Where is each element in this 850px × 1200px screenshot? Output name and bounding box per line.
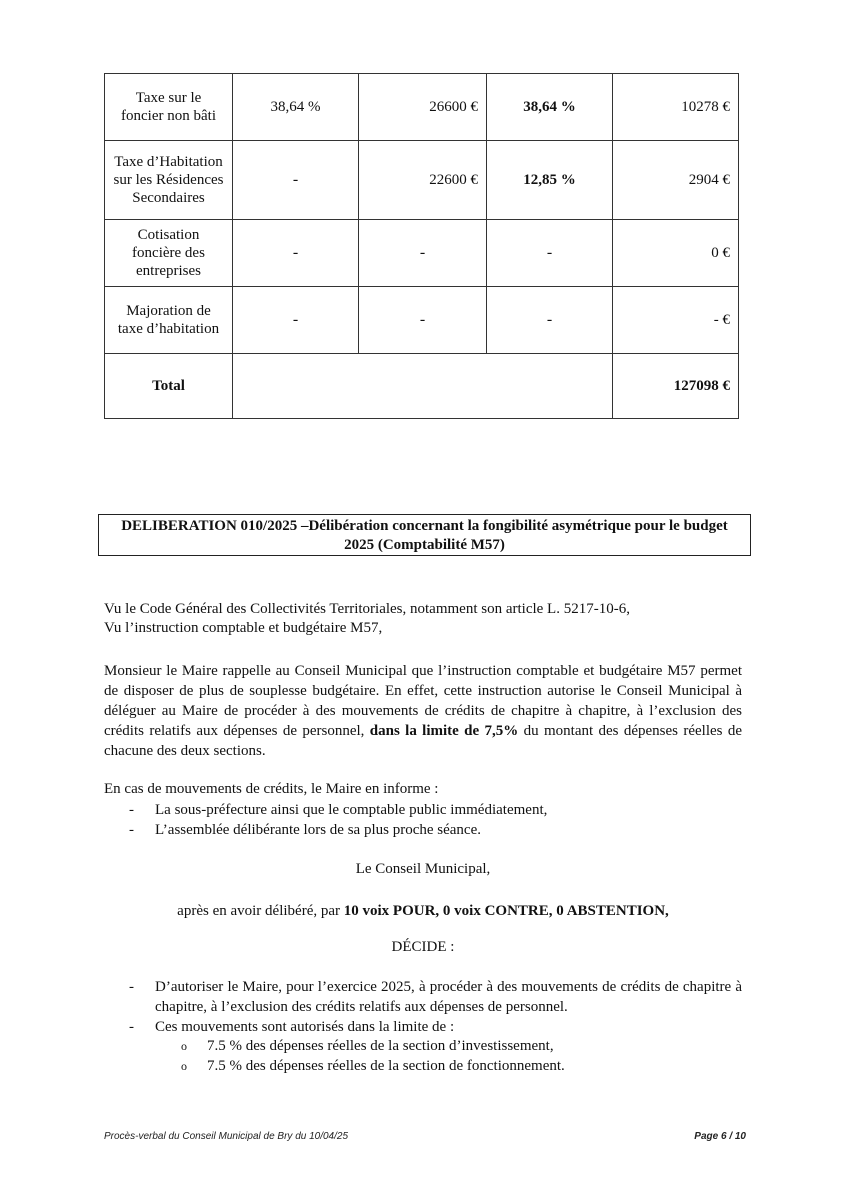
table-cell: - — [487, 287, 613, 354]
row-label: Taxe sur le foncier non bâti — [105, 74, 233, 141]
list-item — [129, 800, 548, 820]
table-cell: 26600 € — [359, 74, 487, 141]
circle-bullet: o — [181, 1059, 187, 1073]
main-paragraph — [104, 661, 742, 761]
decision-text: Ces mouvements sont autorisés dans la limite de : — [155, 1019, 455, 1035]
vote-line — [104, 901, 742, 921]
table-cell: 12,85 % — [487, 141, 613, 220]
vu-line-2: Vu l’instruction comptable et budgétaire M57, — [104, 620, 383, 636]
main-paragraph-bold: dans la limite de 7,5% — [369, 723, 519, 739]
decide-heading: DÉCIDE : — [391, 939, 455, 955]
page-number: Page 6 / 10 — [694, 1131, 746, 1142]
tax-table — [104, 73, 739, 419]
table-row — [105, 74, 739, 141]
table-total-row — [105, 354, 739, 419]
row-label: Taxe d’Habitation sur les Résidences Secondaires — [105, 141, 233, 220]
total-value: 127098 € — [613, 354, 739, 419]
council-line: Le Conseil Municipal, — [355, 861, 491, 877]
main-paragraph-end: du montant des dépenses réelles de chacune des deux sections. — [104, 723, 742, 759]
circle-bullet: o — [181, 1039, 187, 1053]
table-row — [105, 287, 739, 354]
table-cell: - — [233, 220, 359, 287]
table-cell: - — [487, 220, 613, 287]
inform-intro: En cas de mouvements de crédits, le Maire en informe : — [104, 781, 439, 797]
table-cell: - — [359, 220, 487, 287]
dash-bullet: - — [129, 822, 134, 838]
list-item-text: La sous-préfecture ainsi que le comptable public immédiatement, — [155, 802, 548, 818]
footer-title: Procès-verbal du Conseil Municipal de Bry du 10/04/25 — [104, 1131, 349, 1142]
vote-prefix: après en avoir délibéré, par — [177, 903, 341, 919]
decision-item — [129, 977, 742, 1017]
decision-text: D’autoriser le Maire, pour l’exercice 2025, à procéder à des mouvements de crédits de chapitre à chapitre, à l’exclusion des crédits relatifs aux dépenses de personnel. — [155, 979, 742, 1015]
sub-list-item-text: 7.5 % des dépenses réelles de la section d’investissement, — [207, 1038, 554, 1054]
list-item — [129, 820, 481, 840]
dash-bullet: - — [129, 802, 134, 818]
decision-item — [129, 1017, 455, 1037]
table-cell: - — [233, 287, 359, 354]
deliberation-title-line1: DELIBERATION 010/2025 –Délibération concernant la fongibilité asymétrique pour le budget — [121, 518, 728, 534]
sub-list-item — [181, 1056, 565, 1076]
row-label: Majoration de taxe d’habitation — [105, 287, 233, 354]
row-label: Cotisation foncière des entreprises — [105, 220, 233, 287]
table-cell: - € — [613, 287, 739, 354]
table-cell: 2904 € — [613, 141, 739, 220]
table-row — [105, 220, 739, 287]
vu-line-1: Vu le Code Général des Collectivités Territoriales, notamment son article L. 5217-10-6, — [104, 601, 630, 617]
sub-list-item — [181, 1036, 554, 1056]
total-empty-cell — [233, 354, 613, 419]
table-row — [105, 141, 739, 220]
table-cell: - — [359, 287, 487, 354]
dash-bullet: - — [129, 979, 134, 995]
total-label: Total — [105, 354, 233, 419]
table-cell: 38,64 % — [233, 74, 359, 141]
vote-result: 10 voix POUR, 0 voix CONTRE, 0 ABSTENTION, — [343, 903, 669, 919]
deliberation-title-line2: 2025 (Comptabilité M57) — [344, 537, 505, 553]
table-cell: - — [233, 141, 359, 220]
table-cell: 38,64 % — [487, 74, 613, 141]
main-paragraph-text: Monsieur le Maire rappelle au Conseil Municipal que l’instruction comptable et budgétaire M57 permet de disposer de plus de souplesse budgétaire. En effet, cette instruction autorise le Conseil Municipal à déléguer au Maire de procéder à des mouvements de crédits de chapitre à chapitre, à l’exclusion des crédits relatifs aux dépenses de personnel, — [104, 663, 742, 739]
dash-bullet: - — [129, 1019, 134, 1035]
table-cell: 22600 € — [359, 141, 487, 220]
list-item-text: L’assemblée délibérante lors de sa plus proche séance. — [155, 822, 481, 838]
table-cell: 10278 € — [613, 74, 739, 141]
sub-list-item-text: 7.5 % des dépenses réelles de la section de fonctionnement. — [207, 1058, 565, 1074]
table-cell: 0 € — [613, 220, 739, 287]
deliberation-title-box — [98, 514, 751, 556]
